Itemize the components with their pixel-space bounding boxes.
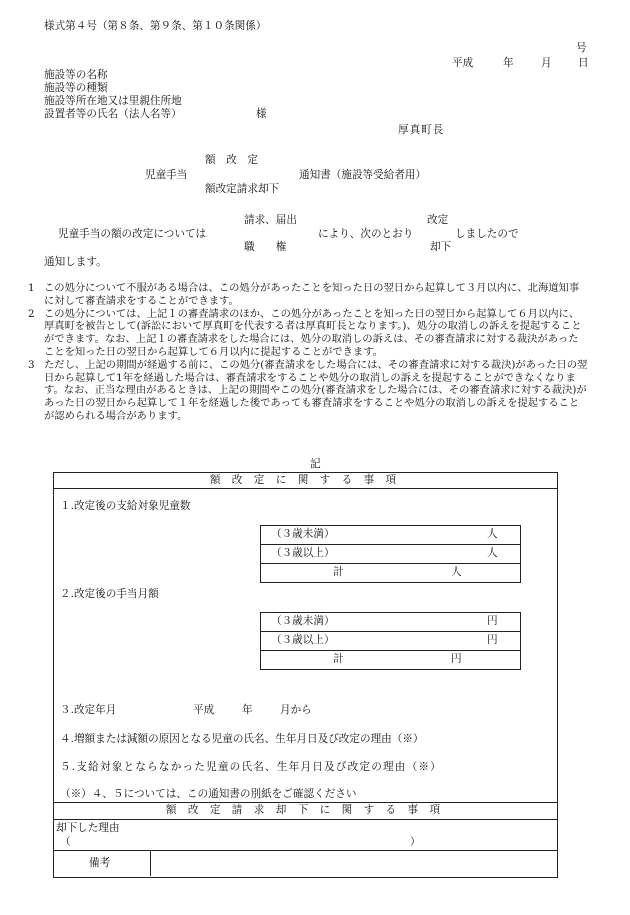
section1-heading: 額 改 定 に 関 す る 事 項	[209, 474, 401, 486]
issuer: 厚真町長	[398, 124, 445, 136]
body-closing: 通知します。	[44, 256, 107, 268]
title-left: 児童手当	[145, 169, 188, 181]
item2-label: ２.改定後の手当月額	[60, 588, 159, 600]
item3-month: 月から	[280, 704, 312, 716]
date-day: 日	[578, 57, 589, 69]
date-year: 年	[503, 57, 514, 69]
item3-year: 年	[242, 704, 253, 716]
row-unit: 人	[487, 528, 498, 540]
body-bottom-right: 却下	[430, 241, 452, 253]
title-right: 通知書（施設等受給者用）	[299, 169, 427, 181]
owner-name-label: 設置者等の氏名（法人名等）	[44, 108, 182, 120]
remarks-label: 備考	[89, 857, 111, 869]
paren-close: ）	[410, 836, 421, 848]
body-top-mid: 請求、届出	[244, 214, 297, 226]
reason-label: 却下した理由	[56, 822, 120, 834]
title-bottom: 額改定請求却下	[205, 183, 280, 195]
table-row-total	[261, 564, 520, 582]
number-label: 号	[576, 42, 587, 54]
row-unit: 円	[487, 615, 498, 627]
body-main-mid: により、次のとおり	[318, 228, 414, 240]
note-text: この処分について不服がある場合は、この処分があったことを知った日の翌日から起算して３月以内に、北海道知事に対して審査請求をすることができます。	[44, 282, 580, 307]
item3-era: 平成	[193, 704, 215, 716]
body-main-left: 児童手当の額の改定については	[58, 228, 207, 240]
table-row	[261, 545, 520, 564]
body-top-right: 改定	[427, 214, 449, 226]
total-unit: 円	[451, 653, 462, 665]
item3-label: ３.改定年月	[60, 704, 117, 716]
facility-address-label: 施設等所在地又は里親住所地	[44, 95, 182, 107]
body-main-right: しましたので	[455, 228, 519, 240]
facility-name-label: 施設等の名称	[44, 69, 108, 81]
note-text: この処分については、上記１の審査請求のほか、この処分があったことを知った日の翌日から起算して６月以内に、厚真町を被告として(訴訟において厚真町を代表する者は厚真町長となります。)、処分の取消しの訴えを提起することができます。なお、上記１の審査請求をした場合には、処分の取消しの訴えは、その審査請求に対する裁決があったことを知った日の翌日から起算して６月以内に提起することができます。	[44, 307, 582, 358]
title-top: 額 改 定	[205, 154, 258, 166]
divider-vertical	[150, 850, 151, 876]
row-label: （３歳未満）	[271, 528, 335, 540]
note-item	[28, 308, 588, 359]
notes-list	[28, 282, 588, 423]
item1-label: １.改定後の支給対象児童数	[60, 500, 191, 512]
form-number: 様式第４号（第８条、第９条、第１０条関係）	[44, 20, 267, 32]
note-number: 2	[28, 307, 35, 320]
table-row-total	[261, 651, 520, 669]
paren-open: （	[60, 836, 71, 848]
item5-label: ５.支給対象とならなかった児童の氏名、生年月日及び改定の理由（※）	[60, 761, 442, 773]
facility-type-label: 施設等の種類	[44, 82, 108, 94]
date-era: 平成	[452, 57, 474, 69]
section2-heading: 額 改 定 請 求 却 下 に 関 す る 事 項	[165, 804, 445, 816]
body-bottom-mid: 職 権	[244, 241, 287, 253]
row-unit: 円	[487, 634, 498, 646]
total-label: 計	[333, 653, 344, 665]
row-unit: 人	[487, 547, 498, 559]
table-row	[261, 526, 520, 545]
divider	[53, 819, 557, 820]
total-label: 計	[333, 566, 344, 578]
note-text: ただし、上記の期間が経過する前に、この処分(審査請求をした場合には、その審査請求に対する裁決)があった日の翌日から起算して1年を経過した場合は、審査請求をすることや処分の取消しの訴えを提起することができなくなります。なお、正当な理由があるときは、上記の期間やこの処分(審査請求をした場合には、その審査請求に対する裁決)があった日の翌日から起算して１年を経過した後であっても審査請求をすることや処分の取消しの訴えを提起することが認められる場合があります。	[44, 358, 588, 422]
children-count-table	[260, 525, 521, 583]
note-item	[28, 282, 588, 308]
note-number: 3	[28, 358, 35, 371]
monthly-amount-table	[260, 612, 521, 670]
total-unit: 人	[451, 566, 462, 578]
row-label: （３歳未満）	[271, 615, 335, 627]
row-label: （３歳以上）	[271, 547, 335, 559]
honorific: 様	[256, 108, 267, 120]
divider	[53, 488, 557, 489]
divider	[53, 850, 557, 851]
row-label: （３歳以上）	[271, 634, 335, 646]
divider	[53, 802, 557, 803]
table-row	[261, 613, 520, 632]
ki-label: 記	[310, 458, 321, 470]
note-item	[28, 359, 588, 423]
footnote: （※）４、５については、この通知書の別紙をご確認ください	[60, 788, 357, 800]
table-row	[261, 632, 520, 651]
item4-label: ４.増額または減額の原因となる児童の氏名、生年月日及び改定の理由（※）	[60, 733, 424, 745]
date-month: 月	[541, 57, 552, 69]
note-number: 1	[28, 282, 35, 294]
